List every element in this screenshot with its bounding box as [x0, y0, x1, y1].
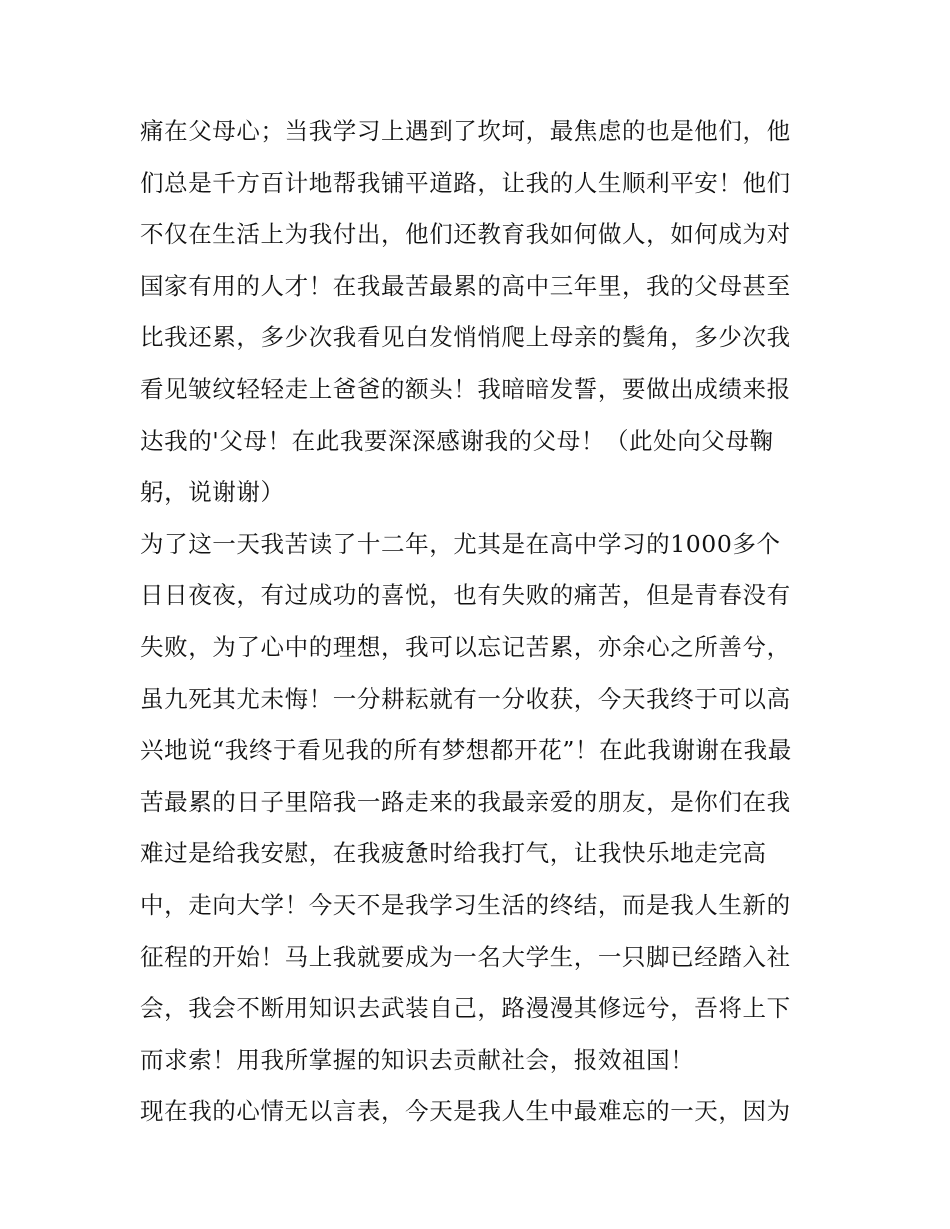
- text-line: 不仅在生活上为我付出，他们还教育我如何做人，如何成为对: [140, 220, 791, 249]
- text-line: 苦最累的日子里陪我一路走来的我最亲爱的朋友，是你们在我: [140, 787, 791, 816]
- text-line: 躬，说谢谢）: [140, 478, 285, 507]
- text-line: 达我的'父母！在此我要深深感谢我的父母！（此处向父母鞠: [140, 426, 774, 455]
- text-line: 失败，为了心中的理想，我可以忘记苦累，亦余心之所善兮，: [140, 632, 791, 661]
- text-line: 痛在父母心；当我学习上遇到了坎坷，最焦虑的也是他们，他: [140, 117, 791, 145]
- text-line: 中，走向大学！今天不是我学习生活的终结，而是我人生新的: [140, 890, 791, 919]
- text-line: 而求索！用我所掌握的知识去贡献社会，报效祖国！: [140, 1045, 695, 1074]
- text-line: 兴地说“我终于看见我的所有梦想都开花”！在此我谢谢在我最: [140, 736, 792, 765]
- text-line: 为了这一天我苦读了十二年，尤其是在高中学习的1000多个: [140, 529, 781, 558]
- document-body: [140, 106, 820, 1138]
- text-line: 们总是千方百计地帮我铺平道路，让我的人生顺利平安！他们: [140, 168, 791, 197]
- text-line: 现在我的心情无以言表，今天是我人生中最难忘的一天，因为: [140, 1097, 791, 1126]
- text-line: 征程的开始！马上我就要成为一名大学生，一只脚已经踏入社: [140, 942, 791, 971]
- text-line: 比我还累，多少次我看见白发悄悄爬上母亲的鬓角，多少次我: [140, 323, 791, 352]
- text-line: 日日夜夜，有过成功的喜悦，也有失败的痛苦，但是青春没有: [140, 581, 791, 610]
- text-line: 会，我会不断用知识去武装自己，路漫漫其修远兮，吾将上下: [140, 994, 791, 1023]
- text-line: 国家有用的人才！在我最苦最累的高中三年里，我的父母甚至: [140, 271, 791, 300]
- text-line: 看见皱纹轻轻走上爸爸的额头！我暗暗发誓，要做出成绩来报: [140, 374, 791, 403]
- text-line: 虽九死其尤未悔！一分耕耘就有一分收获，今天我终于可以高: [140, 684, 791, 713]
- text-line: 难过是给我安慰，在我疲惫时给我打气，让我快乐地走完高: [140, 839, 767, 868]
